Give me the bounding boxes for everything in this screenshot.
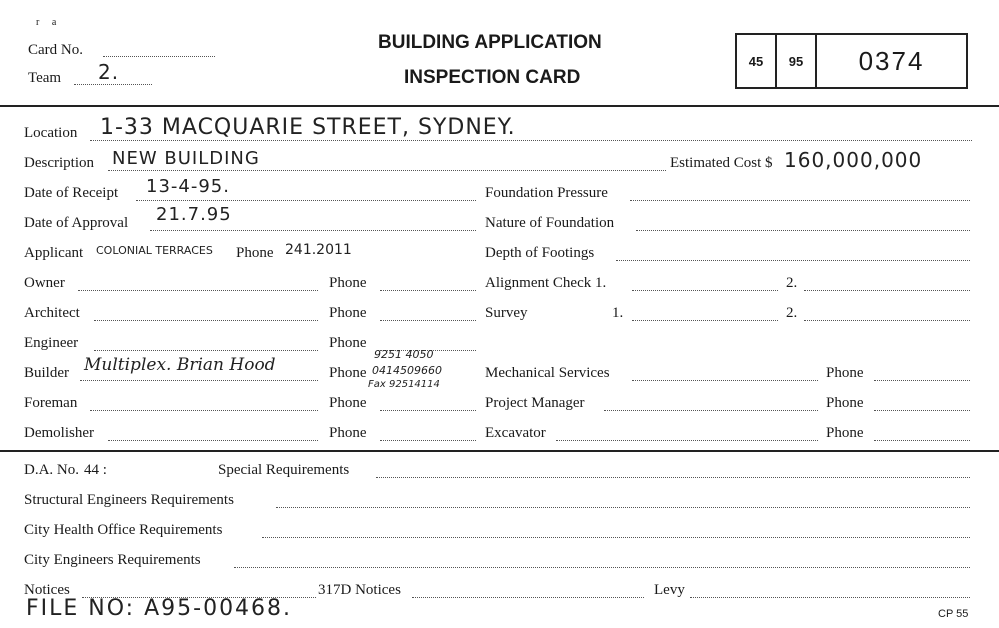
file-number: FILE NO: A95-00468. <box>26 596 293 621</box>
da-no-label: D.A. No. <box>24 462 79 478</box>
city-engineers-label: City Engineers Requirements <box>24 552 201 568</box>
builder-phone-2: 0414509660 <box>372 364 442 377</box>
description-field <box>108 170 666 171</box>
survey-2-label: 2. <box>786 305 798 321</box>
da-no-value: 44 : <box>84 462 107 478</box>
card-no-label: Card No. <box>28 42 83 58</box>
nature-of-foundation-field <box>636 230 970 231</box>
code-box <box>735 33 968 89</box>
foreman-field <box>90 410 318 411</box>
architect-phone-label: Phone <box>329 305 367 321</box>
code-number: 0374 <box>858 45 925 76</box>
excavator-label: Excavator <box>485 425 546 441</box>
survey-label: Survey <box>485 305 528 321</box>
builder-label: Builder <box>24 365 69 381</box>
team-label: Team <box>28 70 62 86</box>
engineer-field <box>94 350 318 351</box>
city-health-field <box>262 537 970 538</box>
depth-of-footings-label: Depth of Footings <box>485 245 595 261</box>
engineer-phone-label: Phone <box>329 335 367 351</box>
foreman-phone-label: Phone <box>329 395 367 411</box>
builder-field <box>80 380 318 381</box>
form-code: CP 55 <box>938 608 969 620</box>
section-divider <box>0 450 999 452</box>
team-field <box>74 84 152 85</box>
location-value: 1-33 MACQUARIE STREET, SYDNEY. <box>100 115 516 140</box>
code-a: 45 <box>737 35 777 87</box>
applicant-phone-value: 241.2011 <box>285 242 352 258</box>
builder-phone-1: 9251 4050 <box>374 348 434 361</box>
excavator-phone-field <box>874 440 970 441</box>
description-label: Description <box>24 155 94 171</box>
mechanical-phone-label: Phone <box>826 365 864 381</box>
location-field <box>90 140 972 141</box>
applicant-phone-label: Phone <box>236 245 274 261</box>
description-value: NEW BUILDING <box>112 148 260 169</box>
alignment-check-2-label: 2. <box>786 275 798 291</box>
demolisher-label: Demolisher <box>24 425 94 441</box>
applicant-label: Applicant <box>24 245 84 261</box>
demolisher-field <box>108 440 318 441</box>
foundation-pressure-label: Foundation Pressure <box>485 185 608 201</box>
depth-of-footings-field <box>616 260 970 261</box>
mechanical-phone-field <box>874 380 970 381</box>
header-divider <box>0 105 999 107</box>
owner-phone-label: Phone <box>329 275 367 291</box>
special-requirements-label: Special Requirements <box>218 462 350 478</box>
form-title-line2: INSPECTION CARD <box>404 67 581 88</box>
mechanical-services-field <box>632 380 818 381</box>
engineer-label: Engineer <box>24 335 79 351</box>
card-no-field <box>103 56 215 57</box>
demolisher-phone-field <box>380 440 476 441</box>
estimated-cost-value: 160,000,000 <box>784 148 923 172</box>
structural-label: Structural Engineers Requirements <box>24 492 234 508</box>
applicant-value: COLONIAL TERRACES <box>96 244 213 257</box>
owner-field <box>78 290 318 291</box>
levy-label: Levy <box>654 582 685 598</box>
alignment-check-1-field <box>632 290 778 291</box>
notices-317d-field <box>412 597 644 598</box>
project-manager-phone-label: Phone <box>826 395 864 411</box>
alignment-check-2-field <box>804 290 970 291</box>
project-manager-label: Project Manager <box>485 395 585 411</box>
structural-field <box>276 507 970 508</box>
team-value: 2. <box>98 60 120 84</box>
survey-1-field <box>632 320 778 321</box>
survey-1-label: 1. <box>612 305 624 321</box>
alignment-check-label: Alignment Check 1. <box>485 275 607 291</box>
project-manager-field <box>604 410 818 411</box>
owner-phone-field <box>380 290 476 291</box>
notices-label: Notices <box>24 582 70 598</box>
date-of-receipt-value: 13-4-95. <box>146 176 230 197</box>
levy-field <box>690 597 970 598</box>
project-manager-phone-field <box>874 410 970 411</box>
date-of-approval-value: 21.7.95 <box>156 204 232 225</box>
city-engineers-field <box>234 567 970 568</box>
architect-label: Architect <box>24 305 80 321</box>
architect-phone-field <box>380 320 476 321</box>
estimated-cost-label: Estimated Cost $ <box>670 155 773 171</box>
date-of-receipt-field <box>136 200 476 201</box>
location-label: Location <box>24 125 78 141</box>
notices-317d-label: 317D Notices <box>318 582 401 598</box>
builder-phone-label: Phone <box>329 365 367 381</box>
foreman-label: Foreman <box>24 395 78 411</box>
demolisher-phone-label: Phone <box>329 425 367 441</box>
date-of-approval-label: Date of Approval <box>24 215 129 231</box>
city-health-label: City Health Office Requirements <box>24 522 223 538</box>
special-requirements-field <box>376 477 970 478</box>
owner-label: Owner <box>24 275 65 291</box>
foreman-phone-field <box>380 410 476 411</box>
code-b: 95 <box>777 35 817 87</box>
architect-field <box>94 320 318 321</box>
builder-value: Multiplex. Brian Hood <box>84 355 276 375</box>
excavator-field <box>556 440 818 441</box>
form-title-line1: BUILDING APPLICATION <box>378 32 602 53</box>
survey-2-field <box>804 320 970 321</box>
nature-of-foundation-label: Nature of Foundation <box>485 215 615 231</box>
mechanical-services-label: Mechanical Services <box>485 365 610 381</box>
excavator-phone-label: Phone <box>826 425 864 441</box>
date-of-approval-field <box>150 230 476 231</box>
builder-fax: Fax 92514114 <box>368 379 440 390</box>
foundation-pressure-field <box>630 200 970 201</box>
date-of-receipt-label: Date of Receipt <box>24 185 119 201</box>
card-no-marks: r a <box>36 17 57 28</box>
